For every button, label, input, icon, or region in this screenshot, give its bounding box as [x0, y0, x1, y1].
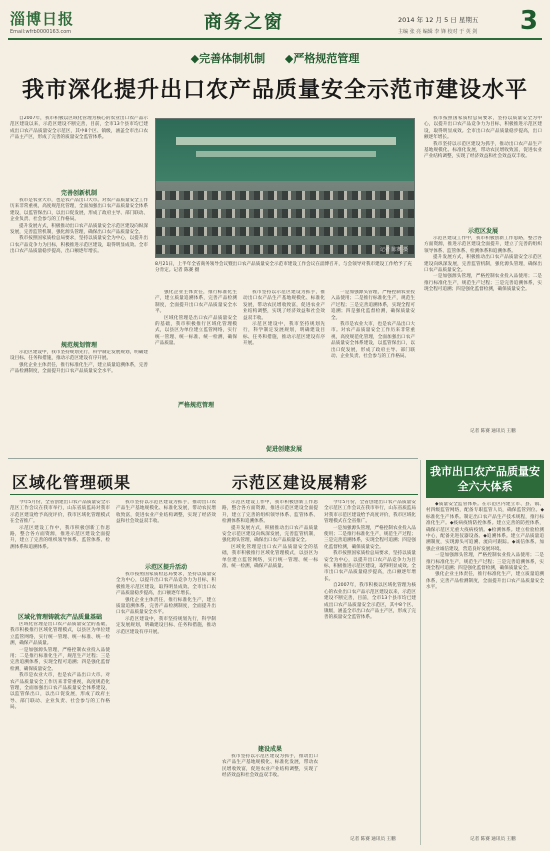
byline: 记者 陈赛 通讯员 王鹏: [350, 837, 396, 842]
photo-stage-banner: [196, 151, 376, 157]
article-paragraph: 示范区建设工作中，我市积极创新工作思路，整合各方面资源，推进示范区建设全面提升，建立了完善的组织领导体系、监管体系、检测体系和追溯体系。: [10, 525, 110, 550]
article-paragraph: 我市是农业大市，也是农产品出口大市。对农产品质量安全工作历来非常重视，高度规范化管理，全面加强出口农产品质量安全体系建设，以监管保出口，以出口促发展，形成了政府主导、部门联动、企业负责、社会参与的工作格局。: [10, 673, 110, 711]
article-paragraph: 区域化管理是出口农产品质量安全的基础，我市积极推行区域化管理模式，以县区为单位建立监管网络，实行统一管理、统一标准、统一检测，确保产品质量。: [155, 315, 237, 347]
article-column: [10, 622, 110, 837]
news-photo: [155, 118, 415, 258]
subhead: 区域化管理铸就农产品质量基础: [17, 614, 102, 621]
kicker: [0, 50, 550, 66]
article-paragraph: 示范区建设中，我市坚持规划先行，科学制定发展规划，明确建设目标、任务和措施，推动示范区建设有序开展。: [10, 350, 148, 362]
article-column: [116, 500, 216, 560]
photo-stage-backdrop: [156, 119, 414, 181]
article-paragraph: 我市按照国家质检总局要求，坚持以质量安全为中心，以提升出口农产品竞争力为目标，积极推进示范区建设，取得明显成效。全市出口农产品质量稳步提高，出口额逐年增长。: [116, 572, 216, 597]
article-paragraph: 强化企业主体责任，推行标准化生产，建立质量追溯体系，完善产品检测制度，全面提升出口农产品质量安全水平。: [116, 597, 216, 616]
article-paragraph: 强化企业主体责任，推行标准化生产，建立质量追溯体系，完善产品检测制度，全面提升出口农产品质量安全水平。: [10, 362, 148, 375]
article-paragraph: 我市是农业大市，也是农产品出口大市。对农产品质量安全工作历来非常重视，高度规范化管理，全面加强出口农产品质量安全体系建设，以监管保出口，以出口促发展，形成了政府主导、部门联动、企业负责、社会参与的工作格局。: [10, 198, 148, 223]
sidebar-paragraph: 强化企业主体责任，推行标准化生产，建立质量追溯体系，完善产品检测制度，全面提升出口农产品质量安全水平。: [426, 572, 544, 591]
byline: 记者 陈赛 通讯员 王鹏: [470, 429, 516, 434]
article-paragraph: 我市坚持以示范区建设为抓手，推动出口农产品生产基地规模化、标准化发展，带动农民增收致富，促进农业产业结构调整，实现了经济效益和社会效益双丰收。: [243, 290, 325, 321]
article-column: [424, 236, 542, 426]
masthead: [8, 6, 542, 40]
masthead-email: Email:wfrb0000163.com: [10, 29, 72, 35]
kicker-item: ◆严格规范管理: [284, 52, 360, 65]
subhead: 规范规划管理: [60, 342, 97, 349]
article-column: [331, 290, 415, 450]
section-divider: [8, 458, 418, 459]
newspaper-logo: 淄博日报: [10, 10, 75, 28]
article-paragraph: 一是加强源头管理，严格控制农业投入品使用；二是推行标准化生产，规范生产过程；三是完善追溯体系，实现全程可追溯；四是强化监督检测，确保质量安全。: [331, 290, 415, 321]
article-column: [10, 116, 148, 186]
article-column: [116, 572, 216, 837]
main-headline: 我市深化提升出口农产品质量安全示范市建设水平: [21, 77, 528, 103]
article-paragraph: 区域化管理是出口农产品质量安全的基础，我市积极推行区域化管理模式，以县区为单位建立监管网络，实行统一管理、统一标准、统一检测，确保产品质量。: [10, 622, 110, 647]
subhead: 建设成果: [257, 746, 282, 753]
photo-audience-row: [156, 209, 414, 218]
article-paragraph: 一是加强源头管理，严格控制农业投入品使用；二是推行标准化生产，规范生产过程；三是完善追溯体系，实现全程可追溯；四是强化监督检测，确保质量安全。: [424, 274, 542, 293]
sidebar-column: [426, 502, 544, 832]
photo-audience-row: [156, 245, 414, 254]
article-paragraph: 我市坚持以示范区建设为抓手，推动出口农产品生产基地规模化、标准化发展，带动农民增收致富，促进农业产业结构调整，实现了经济效益和社会效益双丰收。: [424, 141, 542, 160]
article-paragraph: 强化企业主体责任，推行标准化生产，建立质量追溯体系，完善产品检测制度，全面提升出口农产品质量安全水平。: [155, 290, 237, 315]
section-headline: 区域化管理硕果: [12, 473, 132, 492]
sidebar-paragraph: ◆质量安全监管体系。在示范区内建立市、县、镇、村四级监管网络，配备专职监管人员，确保监管到位。◆标准化生产体系。制定出口农产品生产技术规程，推行标准化生产。◆疫病疫情防控体系。建立完善的防控体系，确保示范区无重大疫病疫情。◆检测体系。建立检验检测中心，配备先进仪器设备。◆追溯体系。建立产品质量追溯制度，实现源头可追溯、流向可跟踪。◆诚信体系。加强企业诚信建设，营造良好发展环境。: [426, 502, 544, 552]
article-paragraph: 我市坚持以示范区建设为抓手，推动出口农产品生产基地规模化、标准化发展，带动农民增收致富，促进农业产业结构调整，实现了经济效益和社会效益双丰收。: [222, 754, 318, 779]
article-paragraph: 提升发展方式，积极推动出口农产品质量安全示范区建设向纵深发展，完善监管机制，强化源头管理，确保出口农产品质量安全。: [10, 223, 148, 236]
article-paragraph: 区域化管理是出口农产品质量安全的基础，我市积极推行区域化管理模式，以县区为单位建立监管网络，实行统一管理、统一标准、统一检测，确保产品质量。: [222, 544, 318, 570]
article-paragraph: 一是加强源头管理，严格控制农业投入品使用；二是推行标准化生产，规范生产过程；三是完善追溯体系，实现全程可追溯；四是强化监督检测，确保质量安全。: [324, 525, 416, 550]
article-paragraph: 我市按照国家质检总局要求，坚持以质量安全为中心，以提升出口农产品竞争力为目标，积极推进示范区建设，取得明显成效。全市出口农产品质量稳步提高，出口额逐年增长。: [324, 551, 416, 582]
article-column: [424, 116, 542, 224]
article-column: [10, 350, 148, 455]
photo-credit: 记者 陈赛 摄: [379, 247, 408, 253]
photo-meeting-hall: [156, 181, 414, 258]
article-paragraph: 自2007年，我市积极以区域化管理为核心的农业出口农产品示范区建设以来，示范区建设不断完善，目前，全市13个县市均已建成出口农产品质量安全示范区，其中8个区、镇级，涵盖全市出口农产品主产区，形成了完善的质量安全监管体系。: [10, 116, 148, 141]
page-number: 3: [519, 6, 538, 36]
article-column: [243, 290, 325, 450]
subhead: 示范区提升活动: [144, 564, 187, 571]
sidebar-title: 我市出口农产品质量安全六大体系: [426, 460, 544, 498]
article-paragraph: 示范区建设工作中，我市积极创新工作思路，整合各方面资源，推进示范区建设全面提升，建立了完善的组织领导体系、监管体系、检测体系和追溯体系。: [222, 500, 318, 525]
article-paragraph: 示范区建设工作中，我市积极创新工作思路，整合各方面资源，推进示范区建设全面提升，建立了完善的组织领导体系、监管体系、检测体系和追溯体系。: [424, 236, 542, 254]
sidebar-paragraph: 一是加强源头管理，严格控制农业投入品使用；二是推行标准化生产，规范生产过程；三是完善追溯体系，实现全程可追溯；四是强化监督检测，确保质量安全。: [426, 553, 544, 572]
byline: 记者 陈赛 通讯员 王鹏: [470, 837, 516, 842]
column-rule: [420, 460, 421, 845]
article-paragraph: 我市坚持以示范区建设为抓手，推动出口农产品生产基地规模化、标准化发展，带动农民增收致富，促进农业产业结构调整，实现了经济效益和社会效益双丰收。: [116, 500, 216, 525]
section-rule: [10, 494, 418, 495]
article-paragraph: 提升发展方式，积极推动出口农产品质量安全示范区建设向纵深发展，完善监管机制，强化源头管理，确保出口农产品质量安全。: [222, 525, 318, 544]
article-paragraph: 我市按照国家质检总局要求，坚持以质量安全为中心，以提升出口农产品竞争力为目标，积极推进示范区建设，取得明显成效。全市出口农产品质量稳步提高，出口额逐年增长。: [424, 116, 542, 141]
subhead: 完善创新机制: [60, 190, 97, 197]
article-paragraph: 提升发展方式，积极推动出口农产品质量安全示范区建设向纵深发展，完善监管机制，强化源头管理，确保出口农产品质量安全。: [424, 255, 542, 274]
article-column: [222, 500, 318, 740]
subhead: 促进创建发展: [265, 446, 302, 453]
article-paragraph: 今年5月份，全省创建出口农产品质量安全示范区工作会议在我市举行，山东省质监局对我市示范区建设给予高度评价，我市区域化管理模式在全省推广。: [10, 500, 110, 525]
article-paragraph: 我市按照国家质检总局要求，坚持以质量安全为中心，以提升出口农产品竞争力为目标，积极推进示范区建设，取得明显成效。全市出口农产品质量稳步提高，出口额逐年增长。: [10, 236, 148, 255]
article-paragraph: 今年5月份，全省创建出口农产品质量安全示范区工作会议在我市举行，山东省质监局对我市示范区建设给予高度评价，我市区域化管理模式在全省推广。: [324, 500, 416, 525]
editor-credits: 主编 张 亮 编辑 李 锋 校对 于 英 剑: [398, 29, 478, 35]
photo-caption: 8月21日，上半年全省商务领导会议暨出口农产品质量安全示范市建设工作会议在淄博召开，与会领导对我市建设工作给予了充分肯定。记者 陈赛 摄: [155, 262, 412, 274]
article-paragraph: 一是加强源头管理，严格控制农业投入品使用；二是推行标准化生产，规范生产过程；三是完善追溯体系，实现全程可追溯；四是强化监督检测，确保质量安全。: [10, 647, 110, 672]
subhead: 示范区发展: [467, 228, 498, 235]
article-column: [10, 500, 110, 610]
photo-stage-banner: [176, 137, 396, 145]
section-title: 商务之窗: [204, 12, 284, 33]
article-paragraph: 我市是农业大市，也是农产品出口大市。对农产品质量安全工作历来非常重视，高度规范化管理，全面加强出口农产品质量安全体系建设，以监管保出口，以出口促发展，形成了政府主导、部门联动、企业负责、社会参与的工作格局。: [331, 322, 415, 360]
article-paragraph: 示范区建设中，我市坚持规划先行，科学制定发展规划，明确建设目标、任务和措施，推动示范区建设有序开展。: [243, 322, 325, 347]
article-column: [222, 754, 318, 834]
section-headline: 示范区建设展精彩: [232, 473, 369, 492]
article-paragraph: 示范区建设中，我市坚持规划先行，科学制定发展规划，明确建设目标、任务和措施，推动示范区建设有序开展。: [116, 616, 216, 635]
article-column: [324, 500, 416, 830]
subhead: 严格规范管理: [177, 402, 214, 409]
kicker-item: ◆完善体制机制: [190, 52, 266, 65]
photo-audience-row: [156, 227, 414, 236]
article-column: [155, 290, 237, 450]
article-column: [10, 198, 148, 338]
issue-date: 2014 年 12 月 5 日 星期五: [398, 16, 479, 24]
article-paragraph: 自2007年，我市积极以区域化管理为核心的农业出口农产品示范区建设以来，示范区建设不断完善，目前，全市13个县市均已建成出口农产品质量安全示范区，其中8个区、镇级，涵盖全市出口农产品主产区，形成了完善的质量安全监管体系。: [324, 583, 416, 621]
photo-audience-row: [156, 191, 414, 200]
